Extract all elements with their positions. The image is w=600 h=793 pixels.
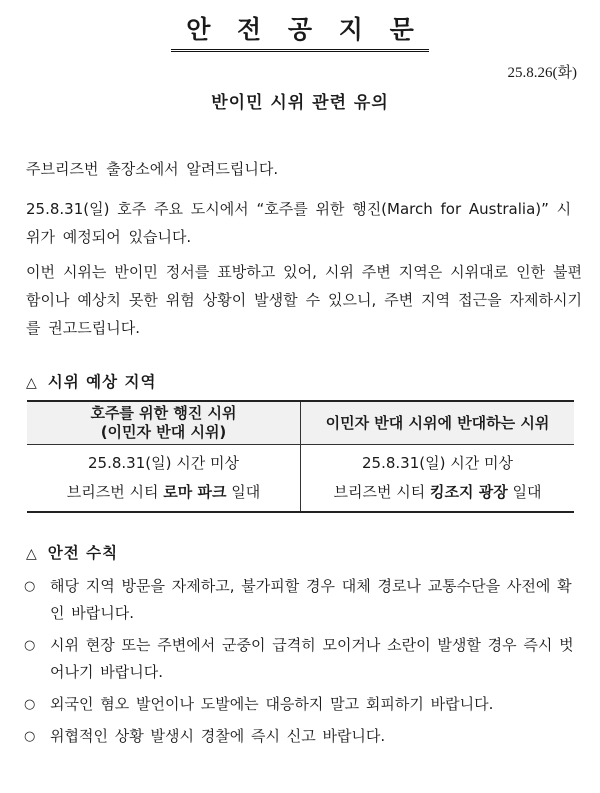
table-cell-march xyxy=(27,445,301,513)
section-title: 안전 수칙 xyxy=(47,544,119,562)
header-line: 호주를 위한 행진 시위 xyxy=(90,404,237,422)
triangle-icon: △ xyxy=(26,375,38,391)
event-time: 25.8.31(일) 시간 미상 xyxy=(88,454,239,472)
section-heading-safety xyxy=(26,541,118,563)
circle-bullet-icon: ○ xyxy=(24,638,36,653)
table-header-row xyxy=(27,401,574,445)
table-cell-counter xyxy=(301,445,575,513)
event-time: 25.8.31(일) 시간 미상 xyxy=(362,454,513,472)
list-item: ○ 위협적인 상황 발생시 경찰에 즉시 신고 바랍니다. xyxy=(24,723,584,750)
safety-rules-list xyxy=(24,573,584,755)
notice-subtitle: 반이민 시위 관련 유의 xyxy=(211,93,389,113)
list-item: ○ 외국인 혐오 발언이나 도발에는 대응하지 말고 회피하기 바랍니다. xyxy=(24,691,584,718)
list-item: ○ 시위 현장 또는 주변에서 군중이 급격히 모이거나 소란이 발생할 경우 즉시 벗어나기 바랍니다. xyxy=(24,632,584,686)
event-paragraph: 25.8.31(일) 호주 주요 도시에서 “호주를 위한 행진(March for Australia)” 시위가 예정되어 있습니다. xyxy=(26,200,572,246)
notice-title: 안 전 공 지 문 xyxy=(171,14,429,52)
intro-paragraph: 주브리즈번 출장소에서 알려드립니다. xyxy=(26,160,279,178)
circle-bullet-icon: ○ xyxy=(24,729,36,744)
circle-bullet-icon: ○ xyxy=(24,579,36,594)
section-heading-areas xyxy=(26,370,156,392)
table-row xyxy=(27,445,574,513)
list-item: ○ 해당 지역 방문을 자제하고, 불가피할 경우 대체 경로나 교통수단을 사전에 확인 바랍니다. xyxy=(24,573,584,627)
notice-date: 25.8.26(화) xyxy=(507,65,577,81)
advisory-paragraph: 이번 시위는 반이민 정서를 표방하고 있어, 시위 주변 지역은 시위대로 인한 불편함이나 예상치 못한 위험 상황이 발생할 수 있으니, 주변 지역 접근을 자제하시기를 권고드립니다. xyxy=(26,263,582,337)
event-place: 브리즈번 시티 로마 파크 일대 xyxy=(66,483,261,501)
event-place: 브리즈번 시티 킹조지 광장 일대 xyxy=(333,483,542,501)
protest-areas-table xyxy=(27,400,574,513)
header-line: (이민자 반대 시위) xyxy=(100,423,227,441)
title-container xyxy=(0,14,600,52)
circle-bullet-icon: ○ xyxy=(24,697,36,712)
table-header-march xyxy=(27,401,301,445)
section-title: 시위 예상 지역 xyxy=(47,373,157,391)
place-name: 로마 파크 xyxy=(163,483,227,501)
triangle-icon: △ xyxy=(26,546,38,562)
table-header-counter: 이민자 반대 시위에 반대하는 시위 xyxy=(301,401,575,445)
place-name: 킹조지 광장 xyxy=(430,483,508,501)
